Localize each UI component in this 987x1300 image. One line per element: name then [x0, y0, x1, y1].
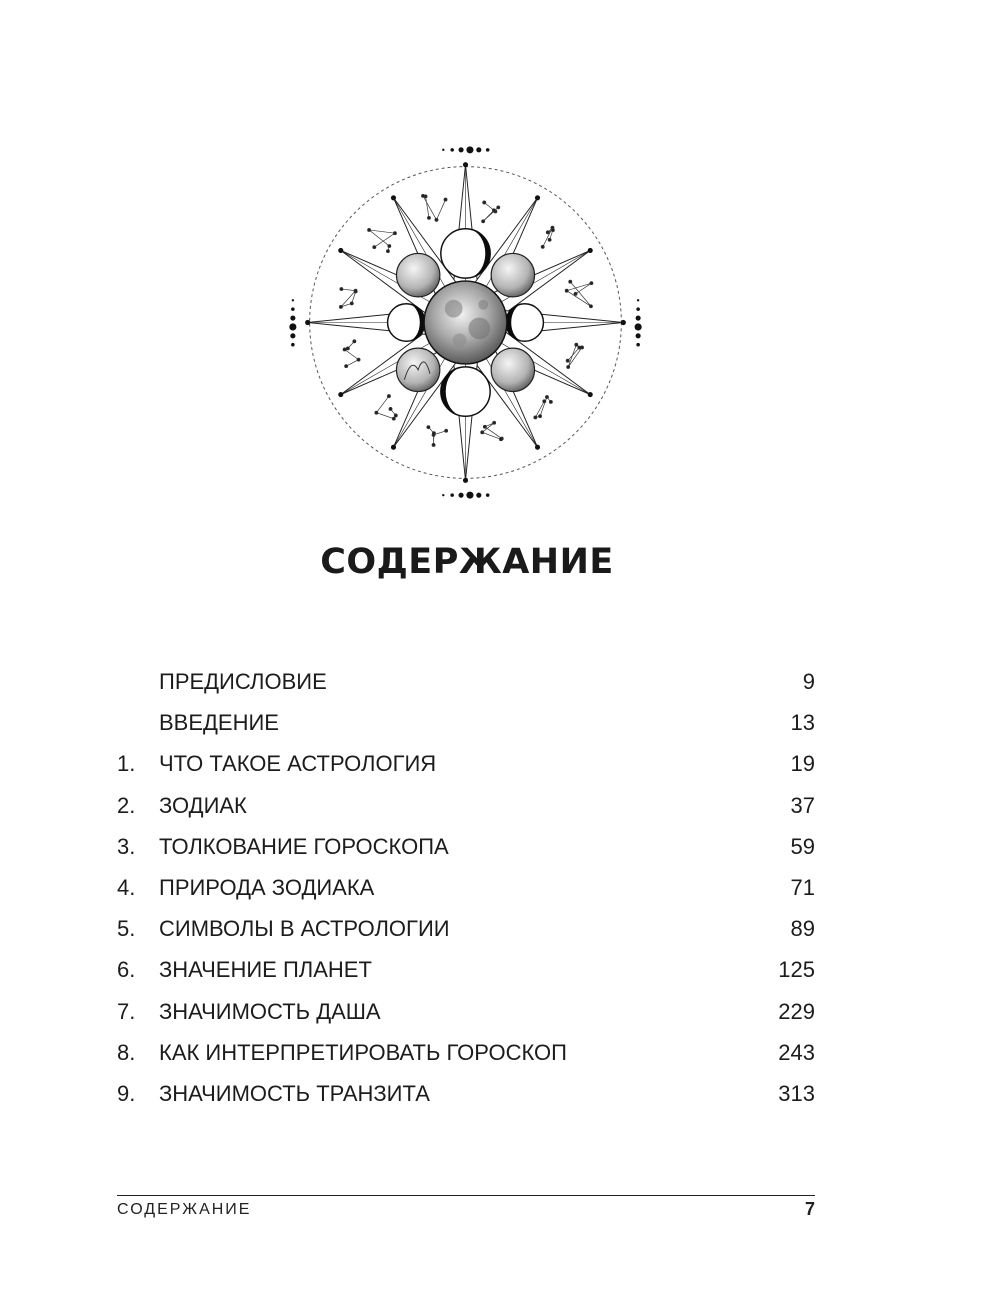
toc-entry[interactable]: [117, 949, 815, 990]
astrology-compass-emblem-icon: [283, 140, 648, 505]
toc-entry-page: 125: [778, 957, 815, 983]
toc-entry-number: 3.: [117, 833, 136, 859]
toc-entry[interactable]: [117, 661, 815, 702]
toc-entry-number: 7.: [117, 998, 136, 1024]
toc-entry[interactable]: [117, 867, 815, 908]
toc-entry-page: 89: [790, 916, 815, 942]
page-title: СОДЕРЖАНИЕ: [320, 542, 614, 582]
toc-entry-page: 37: [790, 792, 815, 818]
toc-entry-page: 59: [790, 833, 815, 859]
toc-entry[interactable]: [117, 826, 815, 867]
toc-entry[interactable]: [117, 1073, 815, 1114]
toc-entry-number: 6.: [117, 957, 136, 983]
toc-entry-title: ВВЕДЕНИЕ: [159, 710, 279, 736]
toc-entry-number: 1.: [117, 751, 136, 777]
toc-entry[interactable]: [117, 1032, 815, 1073]
toc-entry-title: ЧТО ТАКОЕ АСТРОЛОГИЯ: [159, 751, 437, 777]
toc-entry-page: 229: [778, 998, 815, 1024]
toc-entry-page: 71: [790, 874, 815, 900]
toc-entry-number: 9.: [117, 1080, 136, 1106]
toc-entry-number: 5.: [117, 916, 136, 942]
toc-entry-title: ЗОДИАК: [159, 792, 247, 818]
toc-entry-page: 19: [790, 751, 815, 777]
toc-entry[interactable]: [117, 908, 815, 949]
toc-entry-page: 9: [802, 669, 815, 694]
toc-entry[interactable]: [117, 743, 815, 784]
page-number: 7: [804, 1199, 815, 1219]
toc-entry-title: КАК ИНТЕРПРЕТИРОВАТЬ ГОРОСКОП: [159, 1039, 567, 1065]
toc-entry-number: 8.: [117, 1039, 136, 1065]
table-of-contents: [117, 661, 815, 1114]
toc-entry-title: СИМВОЛЫ В АСТРОЛОГИИ: [159, 916, 450, 942]
toc-entry-title: ЗНАЧЕНИЕ ПЛАНЕТ: [159, 957, 372, 983]
footer-divider: [117, 1195, 815, 1196]
toc-entry-title: ТОЛКОВАНИЕ ГОРОСКОПА: [159, 833, 449, 859]
toc-entry[interactable]: [117, 785, 815, 826]
toc-entry-title: ПРИРОДА ЗОДИАКА: [159, 874, 375, 900]
toc-entry-title: ПРЕДИСЛОВИЕ: [159, 669, 327, 694]
toc-entry-number: 2.: [117, 792, 136, 818]
footer-running-title: СОДЕРЖАНИЕ: [117, 1201, 252, 1218]
toc-entry[interactable]: [117, 991, 815, 1032]
toc-entry-title: ЗНАЧИМОСТЬ ТРАНЗИТА: [159, 1080, 430, 1106]
toc-entry-page: 243: [778, 1039, 815, 1065]
toc-entry-page: 313: [778, 1080, 815, 1106]
toc-entry[interactable]: [117, 702, 815, 743]
toc-entry-number: 4.: [117, 874, 136, 900]
toc-entry-page: 13: [790, 710, 815, 736]
toc-entry-title: ЗНАЧИМОСТЬ ДАША: [159, 998, 381, 1024]
